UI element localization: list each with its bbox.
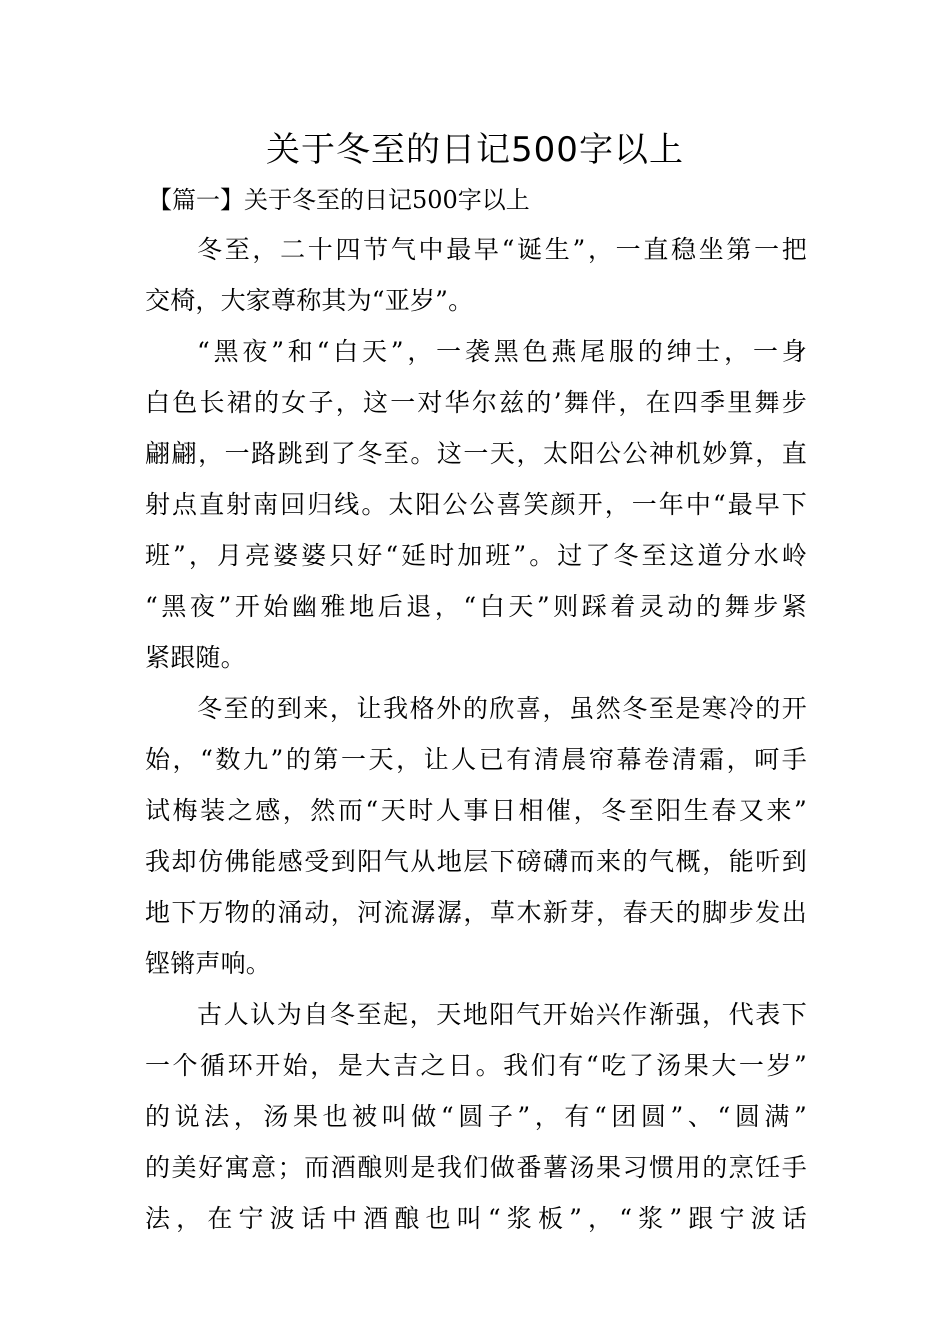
document-title: 关于冬至的日记500字以上 (266, 130, 684, 170)
text-line: “黑夜”和“白天”，一袭黑色燕尾服的绅士，一身 (197, 337, 807, 366)
text-line: 我却仿佛能感受到阳气从地层下磅礴而来的气概，能听到 (145, 847, 807, 876)
text-line: 冬至的到来，让我格外的欣喜，虽然冬至是寒冷的开 (197, 694, 807, 723)
text-line: 一个循环开始，是大吉之日。我们有“吃了汤果大一岁” (145, 1051, 807, 1080)
text-line: 古人认为自冬至起，天地阳气开始兴作渐强，代表下 (197, 1000, 807, 1029)
text-line: 始，“数九”的第一天，让人已有清晨帘幕卷清霜，呵手 (145, 745, 807, 774)
text-line: 冬至，二十四节气中最早“诞生”，一直稳坐第一把 (197, 235, 807, 264)
text-line: 试梅装之感，然而“天时人事日相催，冬至阳生春又来” (145, 796, 807, 825)
text-line: 射点直射南回归线。太阳公公喜笑颜开，一年中“最早下 (145, 490, 807, 519)
paragraph-1 (145, 224, 807, 326)
text-line: 班”，月亮婆婆只好“延时加班”。过了冬至这道分水岭 (145, 541, 807, 570)
paragraph-3 (145, 683, 807, 989)
paragraph-4 (145, 989, 807, 1244)
text-line: 交椅，大家尊称其为“亚岁”。 (145, 286, 474, 315)
text-line: 白色长裙的女子，这一对华尔兹的’舞伴，在四季里舞步 (145, 388, 807, 417)
text-line: 翩翩，一路跳到了冬至。这一天，太阳公公神机妙算，直 (145, 439, 807, 468)
text-line: 的说法，汤果也被叫做“圆子”，有“团圆”、“圆满” (145, 1102, 807, 1131)
text-line: 地下万物的涌动，河流潺潺，草木新芽，春天的脚步发出 (145, 898, 807, 927)
text-line: 铿锵声响。 (145, 949, 272, 978)
text-line: “黑夜”开始幽雅地后退，“白天”则踩着灵动的舞步紧 (145, 592, 807, 621)
text-line: 法，在宁波话中酒酿也叫“浆板”，“浆”跟宁波话 (145, 1204, 807, 1233)
paragraph-2 (145, 326, 807, 683)
section-heading: 【篇一】关于冬至的日记500字以上 (148, 186, 530, 214)
text-line: 的美好寓意；而酒酿则是我们做番薯汤果习惯用的烹饪手 (145, 1153, 807, 1182)
document-body (145, 224, 807, 1244)
text-line: 紧跟随。 (145, 643, 246, 672)
